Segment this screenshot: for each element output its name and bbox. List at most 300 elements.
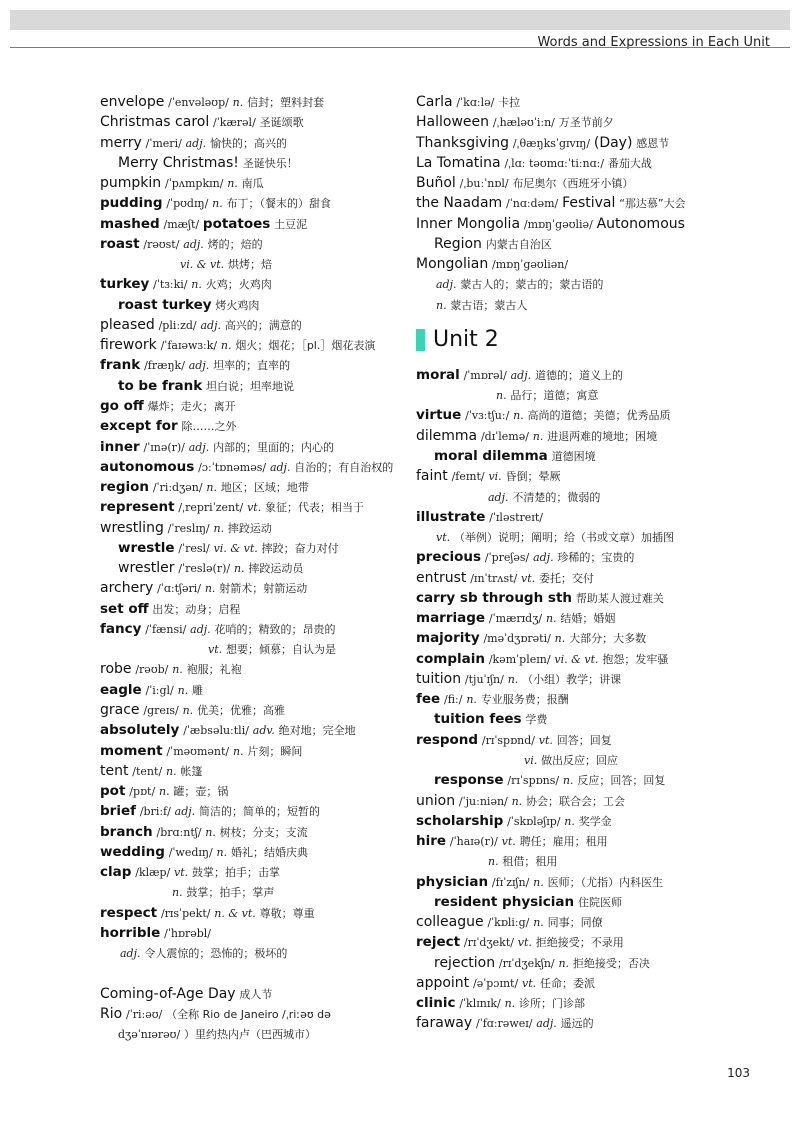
glossary-entry: [416, 173, 746, 193]
definition: 委托；交付: [539, 571, 595, 585]
glossary-entry: [416, 487, 746, 507]
phonetic: /ˈkɑːlə/: [456, 96, 495, 109]
phonetic: /rɪˈdʒekt/: [463, 936, 514, 950]
headword: resident physician: [434, 893, 575, 910]
glossary-entry: [100, 659, 400, 679]
headword: majority: [416, 630, 480, 647]
definition: 鼓掌；拍手；掌声: [186, 886, 275, 900]
headword: Inner Mongolia: [416, 215, 521, 232]
glossary-entry: [100, 457, 400, 477]
glossary-entry: [100, 295, 400, 315]
definition: 象征；代表；相当于: [265, 501, 365, 515]
glossary-entry: [416, 851, 746, 871]
definition: 烤火鸡肉: [215, 298, 260, 312]
glossary-entry: [100, 903, 400, 923]
phonetic: /ˈmɒrəl/: [463, 368, 507, 382]
part-of-speech: adj.: [536, 1017, 557, 1031]
phonetic: /ˈenvələʊp/: [168, 96, 229, 109]
definition: 土豆泥: [274, 217, 308, 231]
glossary-entry: [100, 335, 400, 355]
part-of-speech: adj.: [120, 947, 141, 961]
definition: 番茄大战: [607, 156, 652, 170]
part-of-speech: adj.: [200, 318, 221, 332]
part-of-speech: n.: [545, 612, 557, 626]
definition: 射箭术；射箭运动: [219, 582, 308, 596]
definition: 想要；倾慕；自认为是: [225, 643, 336, 657]
definition: 摔跤运动员: [248, 562, 304, 576]
headword: envelope: [100, 94, 165, 110]
phonetic: /məˈdʒɒrəti/: [483, 632, 551, 646]
glossary-entry: [416, 466, 746, 486]
part-of-speech: vt.: [436, 531, 451, 545]
headword: Christmas carol: [100, 114, 210, 131]
definition: 帮助某人渡过难关: [575, 591, 664, 605]
header-divider: [10, 47, 790, 48]
definition: 摔跤；奋力对付: [261, 541, 339, 555]
glossary-entry: [416, 507, 746, 527]
glossary-entry: [416, 446, 746, 466]
glossary-entry: [100, 923, 400, 943]
definition: 珍稀的；宝贵的: [557, 551, 635, 565]
glossary-entry: [416, 628, 746, 648]
part-of-speech: n.: [204, 582, 216, 596]
phonetic: /ˈnɑːdəm/: [506, 197, 559, 211]
glossary-entry: [416, 892, 746, 912]
part-of-speech: adj.: [185, 136, 207, 150]
headword: Mongolian: [416, 256, 489, 273]
part-of-speech: n.: [158, 785, 170, 799]
headword: illustrate: [416, 508, 486, 525]
definition: 昏倒；晕厥: [505, 470, 561, 484]
headword: wrestler: [118, 560, 175, 577]
unit-heading: [416, 315, 746, 365]
headword: complain: [416, 650, 485, 667]
page-header-title: Words and Expressions in Each Unit: [537, 35, 770, 50]
glossary-entry: [416, 92, 746, 112]
definition: 树枝；分支；支流: [219, 825, 308, 839]
part-of-speech: n.: [212, 197, 223, 211]
definition: 自治的；有自治权的: [294, 460, 394, 474]
glossary-entry: [416, 811, 746, 831]
headword: response: [434, 772, 504, 789]
headword: colleague: [416, 914, 484, 931]
part-of-speech: vi. & vt.: [554, 652, 599, 666]
phonetic: /ˈwedɪŋ/: [168, 845, 213, 859]
definition: （小组）教学；讲课: [522, 672, 622, 686]
glossary-entry: [100, 984, 400, 1004]
definition: 坦率的；直率的: [213, 359, 291, 373]
glossary-entry: [100, 842, 400, 862]
definition: 学费: [525, 713, 548, 727]
headword: wedding: [100, 843, 165, 860]
headword: grace: [100, 701, 140, 718]
headword: Rio: [100, 1005, 123, 1022]
definition: 爆炸；走火；离开: [147, 399, 236, 413]
phonetic: /ˈfænsi/: [145, 622, 187, 636]
part-of-speech: adj.: [510, 368, 532, 382]
headword: scholarship: [416, 812, 504, 829]
headword: autonomous: [100, 458, 195, 475]
right-column-top: [416, 92, 746, 315]
headword: roast: [100, 235, 140, 252]
definition: 内部的；里面的；内心的: [213, 440, 335, 454]
definition: 花哨的；精致的；昂贵的: [214, 622, 336, 636]
definition: 做出反应；回应: [541, 753, 619, 767]
phonetic: /ɪnˈtrʌst/: [470, 571, 518, 585]
definition: 信封；塑料封套: [247, 96, 325, 109]
phonetic: /brɑːntʃ/: [156, 825, 202, 839]
definition: 聘任；雇用；租用: [519, 835, 608, 849]
definition: 卡拉: [498, 96, 521, 109]
part-of-speech: n.: [227, 177, 238, 191]
headword: go off: [100, 397, 144, 414]
phonetic: /feɪnt/: [451, 470, 485, 484]
glossary-entry: [416, 588, 746, 608]
part-of-speech: n.: [205, 825, 216, 839]
part-of-speech: n.: [220, 339, 232, 353]
headword: tuition fees: [434, 711, 522, 728]
part-of-speech: n.: [232, 744, 244, 758]
glossary-entry: [416, 791, 746, 811]
glossary-entry: [416, 649, 746, 669]
headword: tuition: [416, 670, 462, 687]
phonetic: /rɪˈdʒekʃn/: [498, 956, 555, 970]
definition: “那达慕”大会: [619, 197, 686, 211]
headword: reject: [416, 934, 461, 951]
glossary-entry: [100, 254, 400, 274]
definition: 蒙古人的；蒙古的；蒙古语的: [460, 278, 604, 292]
headword: absolutely: [100, 722, 180, 739]
part-of-speech: n.: [165, 764, 177, 778]
part-of-speech: vi.: [524, 753, 538, 767]
phonetic: /ˈriːdʒən/: [152, 481, 203, 495]
glossary-entry: [100, 214, 400, 234]
headword: to be frank: [118, 377, 203, 394]
definition: 万圣节前夕: [558, 116, 614, 130]
headword: dilemma: [416, 427, 478, 444]
definition: ）里约热内卢（巴西城市）: [184, 1028, 317, 1042]
headword: carry sb through sth: [416, 589, 573, 606]
phonetic: /ˈmeri/: [145, 136, 182, 150]
phonetic: /ˌθæŋksˈgɪvɪŋ/: [512, 136, 591, 150]
part-of-speech: adj.: [436, 278, 457, 292]
headword: the Naadam: [416, 195, 503, 212]
phonetic: /rəʊb/: [135, 663, 169, 677]
glossary-entry: [100, 92, 400, 112]
phonetic: /mɒŋˈgəʊliən/: [492, 258, 569, 272]
glossary-entry: [100, 416, 400, 436]
phonetic: /kəmˈpleɪn/: [488, 652, 551, 666]
definition: 摔跤运动: [227, 521, 272, 535]
phonetic: /ˈkɒliːg/: [487, 916, 530, 930]
definition: 罐；壶；锅: [173, 785, 229, 799]
glossary-entry: [416, 234, 746, 254]
part-of-speech: n.: [504, 997, 516, 1011]
glossary-entry: [100, 882, 400, 902]
part-of-speech: n.: [191, 278, 202, 292]
glossary-entry: [416, 669, 746, 689]
definition: 专业服务费；报酬: [480, 693, 569, 707]
glossary-entry: [416, 133, 746, 153]
phonetic: /pɒt/: [129, 785, 156, 799]
definition: 优美；优雅；高雅: [197, 703, 286, 717]
headword-extra: potatoes: [202, 215, 271, 232]
definition: 坦白说；坦率地说: [206, 379, 295, 393]
phonetic: /rɪˈspɒnd/: [481, 733, 535, 747]
phonetic: /ˈɪnə(r)/: [143, 440, 185, 454]
part-of-speech: n.: [554, 632, 566, 646]
definition: 圣诞颂歌: [259, 116, 304, 130]
headword: robe: [100, 661, 132, 678]
headword: wrestle: [118, 539, 175, 556]
glossary-entry: [416, 112, 746, 132]
headword: Coming-of-Age Day: [100, 985, 236, 1002]
phonetic: /ˈtɜːki/: [153, 278, 188, 292]
glossary-entry: [100, 173, 400, 193]
definition: 医师；（尤指）内科医生: [547, 875, 664, 889]
glossary-entry: [416, 214, 746, 234]
glossary-entry: [416, 153, 746, 173]
headword: hire: [416, 833, 447, 850]
definition: 雕: [192, 683, 204, 697]
headword: Region: [434, 235, 482, 252]
definition: 大部分；大多数: [569, 632, 647, 646]
part-of-speech: n.: [564, 814, 575, 828]
definition: 烟火；烟花；［pl.］烟花表演: [235, 339, 376, 353]
definition: 鼓掌；拍手；击掌: [192, 866, 281, 880]
definition: 烤的；焙的: [207, 237, 263, 251]
headword: pumpkin: [100, 175, 162, 192]
right-column: [416, 92, 746, 1034]
phonetic: /mɒŋˈgəʊliə/: [523, 217, 593, 231]
glossary-entry: [100, 801, 400, 821]
phonetic: /ˈɪləstreɪt/: [489, 510, 543, 524]
headword: roast turkey: [118, 296, 212, 313]
glossary-entry: [100, 274, 400, 294]
part-of-speech: n.: [496, 389, 507, 403]
glossary-entry: [416, 405, 746, 425]
part-of-speech: adj.: [190, 622, 211, 636]
headword: turkey: [100, 276, 150, 293]
definition: 片刻；瞬间: [247, 744, 303, 758]
glossary-entry: [416, 932, 746, 952]
part-of-speech: adj.: [188, 359, 210, 373]
definition: 不清楚的；微弱的: [512, 490, 601, 504]
glossary-entry: [100, 437, 400, 457]
glossary-entry: [416, 385, 746, 405]
part-of-speech: n.: [511, 794, 523, 808]
part-of-speech: n.: [172, 663, 183, 677]
definition: 火鸡；火鸡肉: [205, 278, 272, 292]
glossary-entry: [416, 912, 746, 932]
definition: 进退两难的境地；困境: [547, 429, 658, 443]
phonetic: /ˈjuːniən/: [458, 794, 508, 808]
headword: eagle: [100, 681, 142, 698]
part-of-speech: vt.: [538, 733, 553, 747]
phonetic: /ˌlɑː təʊmɑːˈtiːnɑː/: [504, 156, 605, 170]
glossary-entry: [416, 730, 746, 750]
glossary-entry: [100, 1024, 400, 1044]
headword: wrestling: [100, 519, 164, 536]
headword: brief: [100, 803, 136, 820]
glossary-entry: [416, 953, 746, 973]
part-of-speech: vi. & vt.: [180, 258, 225, 272]
glossary-entry: [100, 538, 400, 558]
definition: 拒绝接受；不录用: [535, 936, 624, 950]
glossary-entry: [100, 619, 400, 639]
glossary-entry: [100, 133, 400, 153]
headword: La Tomatina: [416, 154, 501, 171]
part-of-speech: vi.: [488, 470, 502, 484]
headword: union: [416, 792, 456, 809]
part-of-speech: n.: [533, 875, 544, 889]
definition: 回答；回复: [556, 733, 612, 747]
definition: 内蒙古自治区: [485, 237, 552, 251]
headword: frank: [100, 357, 141, 374]
part-of-speech: vt.: [174, 866, 189, 880]
definition: 反应；回答；回复: [577, 774, 666, 788]
glossary-entry: [416, 193, 746, 213]
part-of-speech: n.: [177, 683, 189, 697]
headword: rejection: [434, 954, 496, 971]
headword: Merry Christmas!: [118, 154, 239, 171]
phonetic: /ˈpʊdɪŋ/: [166, 197, 209, 211]
glossary-entry: [416, 750, 746, 770]
glossary-entry: [100, 822, 400, 842]
glossary-entry: [100, 518, 400, 538]
headword: fee: [416, 691, 441, 708]
headword: mashed: [100, 215, 160, 232]
headword: marriage: [416, 610, 486, 627]
headword: Halloween: [416, 114, 490, 131]
definition: 租借；租用: [502, 855, 558, 869]
phonetic: /ˌrepriˈzent/: [178, 501, 244, 515]
phonetic: /pliːzd/: [158, 318, 197, 332]
definition: 简洁的；简单的；短暂的: [199, 805, 320, 819]
part-of-speech: n.: [532, 429, 544, 443]
glossary-entry: [416, 274, 746, 294]
phonetic: /rɪsˈpekt/: [160, 906, 211, 920]
glossary-entry: [100, 741, 400, 761]
glossary-entry: [416, 254, 746, 274]
glossary-entry: [416, 295, 746, 315]
phonetic: /dɪˈlemə/: [480, 429, 529, 443]
definition: 协会；联合会；工会: [526, 794, 625, 808]
part-of-speech: n.: [172, 886, 183, 900]
definition: 品行；道德；寓意: [510, 389, 599, 403]
definition: 感恩节: [636, 136, 670, 150]
definition: 遥远的: [560, 1017, 594, 1031]
headword: horrible: [100, 924, 161, 941]
glossary-entry: [100, 112, 400, 132]
headword: represent: [100, 499, 175, 516]
part-of-speech: n.: [233, 562, 245, 576]
definition: 袍服；礼袍: [186, 663, 242, 677]
phonetic: /rəʊst/: [143, 237, 180, 251]
definition: 地区；区域；地带: [220, 481, 309, 495]
definition: 道德困境: [551, 449, 596, 463]
headword: merry: [100, 134, 142, 151]
phonetic: /ˌbuːˈnɒl/: [459, 177, 509, 191]
glossary-entry: [100, 639, 400, 659]
part-of-speech: vt.: [501, 835, 516, 849]
phonetic: /klæp/: [135, 866, 171, 880]
glossary-entry: [100, 376, 400, 396]
phonetic: /ˌhæləʊˈiːn/: [492, 116, 555, 130]
glossary-entry: [416, 831, 746, 851]
headword: archery: [100, 580, 154, 597]
unit-title: Unit 2: [433, 327, 499, 353]
headword: fancy: [100, 620, 142, 637]
headword: firework: [100, 337, 157, 354]
part-of-speech: n.: [488, 855, 499, 869]
headword: virtue: [416, 407, 462, 424]
headword: respond: [416, 731, 479, 748]
phonetic: /ˈpʌmpkɪn/: [164, 177, 224, 191]
headword: tent: [100, 762, 129, 779]
phonetic: /ˈfaɪəwɜːk/: [160, 339, 218, 353]
glossary-entry: [100, 943, 400, 963]
headword: faint: [416, 468, 448, 485]
part-of-speech: vt.: [522, 976, 537, 990]
phonetic: /ˈskɒləʃɪp/: [507, 814, 561, 828]
part-of-speech: n.: [232, 96, 244, 109]
definition: 高尚的道德；美德；优秀品质: [527, 409, 671, 423]
phonetic: dʒəˈnɪərəʊ/: [118, 1028, 181, 1042]
glossary-entry: [416, 973, 746, 993]
part-of-speech: n.: [216, 845, 228, 859]
headword: Buñol: [416, 175, 456, 192]
phonetic: /ˈfɑːrəweɪ/: [476, 1017, 533, 1031]
definition: （举例）说明；阐明；给（书或文章）加插图: [453, 531, 674, 545]
headword: faraway: [416, 1015, 473, 1032]
phonetic: /ˈæbsəluːtli/: [183, 724, 249, 738]
glossary-entry: [100, 599, 400, 619]
definition: 帐篷: [180, 764, 203, 778]
headword: Thanksgiving: [416, 134, 509, 151]
headword: pot: [100, 783, 126, 800]
phonetic: /ˈhɒrəbl/: [164, 926, 211, 940]
headword: branch: [100, 823, 153, 840]
phonetic: /mæʃt/: [163, 217, 200, 231]
definition: 尊敬；尊重: [259, 906, 315, 920]
glossary-entry: [416, 527, 746, 547]
glossary-entry: [100, 153, 400, 173]
phonetic: /fiː/: [444, 693, 463, 707]
phonetic: /ˈreslɪŋ/: [167, 521, 210, 535]
part-of-speech: vt.: [208, 643, 223, 657]
glossary-entry: [100, 396, 400, 416]
phonetic: /ˈreslə(r)/: [178, 562, 231, 576]
part-of-speech: n.: [436, 298, 447, 312]
glossary-entry: [416, 872, 746, 892]
glossary-entry: [100, 761, 400, 781]
headword-extra: Autonomous: [596, 215, 685, 232]
definition: 愉快的；高兴的: [209, 136, 287, 150]
glossary-entry: [100, 234, 400, 254]
definition: 成人节: [239, 987, 273, 1001]
part-of-speech: n.: [562, 774, 574, 788]
part-of-speech: vt.: [517, 936, 532, 950]
glossary-entry: [100, 558, 400, 578]
headword: respect: [100, 904, 158, 921]
headword: physician: [416, 873, 489, 890]
phonetic: /tjuˈɪʃn/: [464, 672, 504, 686]
phonetic: /rɪˈspɒns/: [507, 774, 560, 788]
glossary-entry: [100, 578, 400, 598]
glossary-entry: [416, 709, 746, 729]
phonetic: /fræŋk/: [144, 359, 185, 373]
